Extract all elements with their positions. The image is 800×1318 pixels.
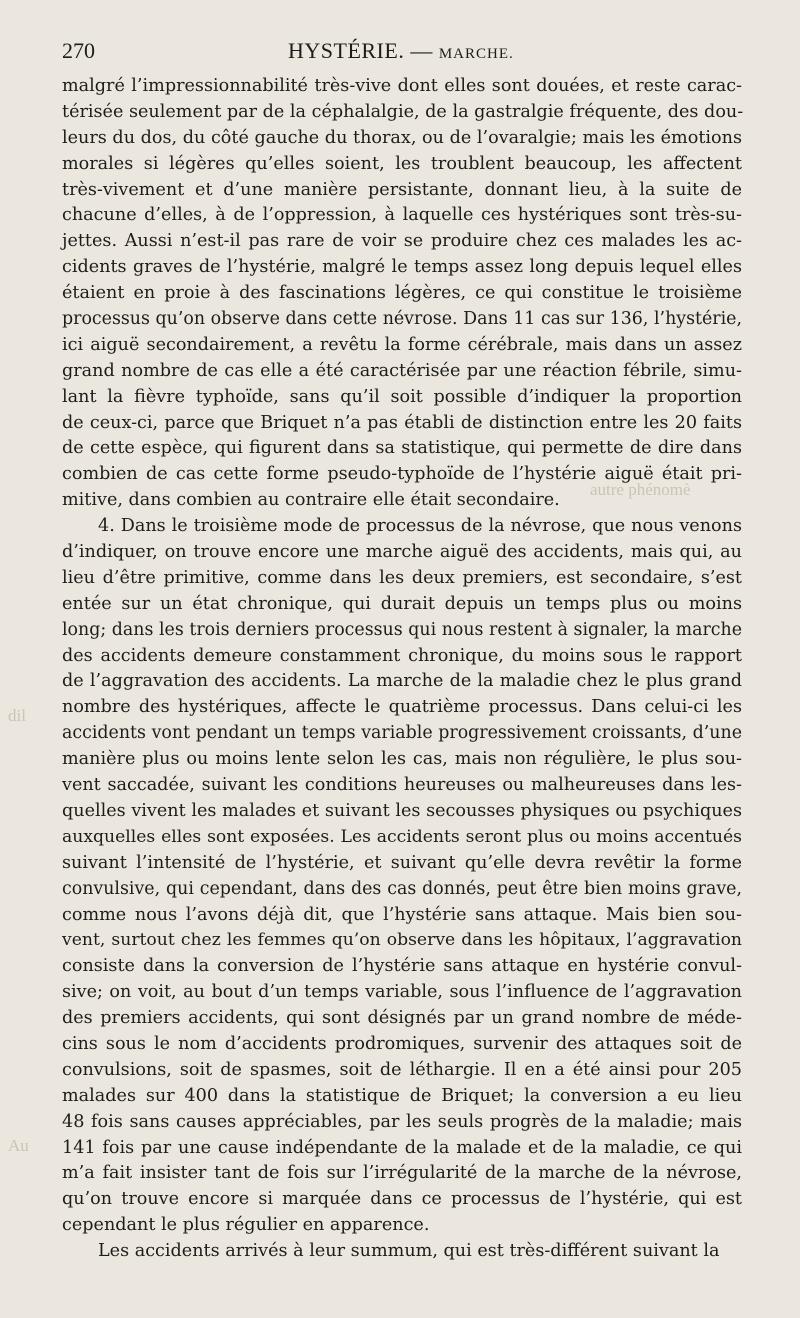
text-line: de cette espèce, qui figurent dans sa statistique, qui permette de dire dans [62, 438, 742, 459]
running-title-sub: MARCHE. [438, 46, 514, 62]
text-line: jettes. Aussi n’est-il pas rare de voir se produire chez ces malades les ac- [62, 231, 742, 252]
text-line: de l’aggravation des accidents. La marche de la maladie chez le plus grand [62, 671, 742, 692]
text-line: étaient en proie à des fascinations légères, ce qui constitue le troisième [62, 283, 742, 304]
text-line: très-vivement et d’une manière persistante, donnant lieu, à la suite de [62, 179, 742, 200]
text-line: ici aiguë secondairement, a revêtu la forme cérébrale, mais dans un assez [62, 334, 742, 355]
text-line: manière plus ou moins lente selon les cas, mais non régulière, le plus sou- [62, 749, 742, 770]
text-line: cins sous le nom d’accidents prodromiques, survenir des attaques soit de [62, 1033, 742, 1054]
text-line: entée sur un état chronique, qui durait depuis un temps plus ou moins [62, 593, 742, 614]
text-line: de ceux-ci, parce que Briquet n’a pas établi de distinction entre les 20 faits [62, 412, 742, 433]
text-line: convulsions, soit de spasmes, soit de léthargie. Il en a été ainsi pour 205 [62, 1059, 742, 1080]
text-line: 141 fois par une cause indépendante de la malade et de la maladie, ce qui [62, 1137, 742, 1158]
text-line: térisée seulement par de la céphalalgie, de la gastralgie fréquente, des dou- [62, 101, 744, 122]
paragraph [62, 1239, 742, 1265]
text-line: convulsive, qui cependant, dans des cas donnés, peut être bien moins grave, [62, 878, 742, 899]
text-line: 4. Dans le troisième mode de processus de la névrose, que nous venons [98, 516, 742, 537]
text-line: des accidents demeure constamment chronique, du moins sous le rapport [62, 645, 742, 666]
running-title-main: HYSTÉRIE. — [288, 38, 433, 63]
running-header [62, 38, 742, 68]
text-line: mitive, dans combien au contraire elle était secondaire. [62, 490, 560, 511]
text-line: d’indiquer, on trouve encore une marche aiguë des accidents, mais qui, au [62, 542, 742, 563]
show-through-decoration: autre phénomè [590, 480, 691, 499]
text-line: malgré l’impressionnabilité très-vive dont elles sont douées, et reste carac- [62, 76, 742, 96]
show-through-decoration: Au [8, 1136, 29, 1155]
text-line: cidents graves de l’hystérie, malgré le temps assez long depuis lequel elles [62, 257, 742, 278]
text-line: qu’on trouve encore si marquée dans ce processus de l’hystérie, qui est [62, 1189, 742, 1210]
text-line: lant la fièvre typhoïde, sans qu’il soit possible d’indiquer la proportion [62, 386, 742, 407]
text-line: auxquelles elles sont exposées. Les accidents seront plus ou moins accentués [62, 826, 742, 847]
page-number: 270 [62, 38, 95, 63]
text-line: accidents vont pendant un temps variable progressivement croissants, d’une [62, 723, 742, 744]
text-line: grand nombre de cas elle a été caractérisée par une réaction fébrile, simu- [62, 360, 742, 381]
text-line: morales si légères qu’elles soient, les troublent beaucoup, les affectent [62, 153, 742, 174]
text-line: combien de cas cette forme pseudo-typhoïde de l’hystérie aiguë était pri- [62, 464, 742, 485]
text-line: quelles vivent les malades et suivant les secousses physiques ou psychiques [62, 800, 742, 821]
text-line: processus qu’on observe dans cette névrose. Dans 11 cas sur 136, l’hystérie, [62, 309, 742, 330]
text-line: leurs du dos, du côté gauche du thorax, ou de l’ovaralgie; mais les émotions [62, 127, 742, 148]
text-line: vent, surtout chez les femmes qu’on observe dans les hôpitaux, l’aggravation [62, 930, 742, 951]
text-line: nombre des hystériques, affecte le quatrième processus. Dans celui-ci les [62, 697, 742, 718]
text-line: des premiers accidents, qui sont désignés par un grand nombre de méde- [62, 1008, 742, 1029]
text-line: suivant l’intensité de l’hystérie, et suivant qu’elle devra revêtir la forme [62, 852, 742, 873]
text-line: sive; on voit, au bout d’un temps variable, sous l’influence de l’aggravation [62, 982, 742, 1003]
body-text [62, 74, 742, 1265]
show-through-decoration: dil [8, 706, 26, 725]
text-line: vent saccadée, suivant les conditions heureuses ou malheureuses dans les- [62, 775, 742, 796]
running-title [288, 38, 514, 64]
text-line: lieu d’être primitive, comme dans les deux premiers, est secondaire, s’est [62, 567, 742, 588]
text-line: 48 fois sans causes appréciables, par les seuls progrès de la maladie; mais [62, 1111, 742, 1132]
text-line: Les accidents arrivés à leur summum, qui est très-différent suivant la [98, 1241, 720, 1262]
text-line: consiste dans la conversion de l’hystérie sans attaque en hystérie convul- [62, 956, 742, 977]
paragraph [62, 514, 742, 1239]
text-line: malades sur 400 dans la statistique de Briquet; la conversion a eu lieu [62, 1085, 742, 1106]
text-line: comme nous l’avons déjà dit, que l’hystérie sans attaque. Mais bien sou- [62, 904, 742, 925]
text-line: long; dans les trois derniers processus qui nous restent à signaler, la marche [62, 619, 742, 640]
paragraph [62, 74, 742, 514]
text-line: m’a fait insister tant de fois sur l’irrégularité de la marche de la névrose, [62, 1163, 742, 1184]
text-line: chacune d’elles, à de l’oppression, à laquelle ces hystériques sont très-su- [62, 205, 742, 226]
text-line: cependant le plus régulier en apparence. [62, 1215, 430, 1236]
